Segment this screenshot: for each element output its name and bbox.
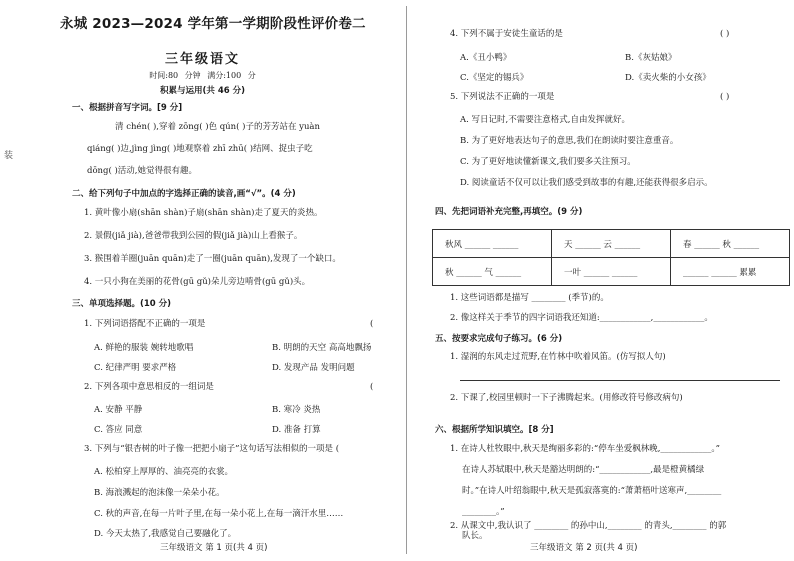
s6-q1-line-3: 时。”在诗人叶绍翁眼中,秋天是孤寂落寞的:“萧萧梧叶送寒声,________ — [462, 486, 722, 496]
s6-q2-line-1: 2. 从课文中,我认识了 ________ 的孙中山,________ 的青头,________ 的郭 — [450, 521, 727, 531]
s1-line-3: dōng( )活动,她觉得很有趣。 — [87, 166, 198, 176]
s3-q5-option-c[interactable]: C. 为了更好地读懂新课文,我们要多关注预习。 — [460, 157, 636, 167]
s1-line-1: 清 chén( ),穿着 zōng( )色 qún( )子的芳芳站在 yuàn — [115, 122, 320, 132]
s3-q4-option-a[interactable]: A.《丑小鸭》 — [460, 53, 512, 63]
s3-q3-option-a[interactable]: A. 松柏穿上厚厚的、油亮亮的衣裳。 — [94, 467, 234, 477]
word-completion-table — [432, 229, 790, 286]
s4-question-2: 2. 像这样关于季节的四字词语我还知道:____________,____________。 — [450, 313, 713, 323]
s2-question-1: 1. 黄叶像小扇(shān shàn)子扇(shān shàn)走了夏天的炎热。 — [84, 208, 323, 218]
section-2-heading: 二、给下列句子中加点的字选择正确的读音,画“√”。(4 分) — [72, 189, 296, 199]
s3-q2-option-c[interactable]: C. 答应 同意 — [94, 425, 143, 435]
s3-q2-option-a[interactable]: A. 安静 平静 — [94, 405, 143, 415]
s3-q5-option-a[interactable]: A. 写日记时,不需要注意格式,自由发挥就好。 — [460, 115, 630, 125]
page-1-footer: 三年级语文 第 1 页(共 4 页) — [160, 543, 268, 553]
section-4-heading: 四、先把词语补充完整,再填空。(9 分) — [435, 207, 583, 217]
s5-question-1: 1. 湿润的东风走过荒野,在竹林中吹着风笛。(仿写拟人句) — [450, 352, 666, 362]
s5-question-2: 2. 下课了,校园里顿时一下子沸腾起来。(用修改符号修改病句) — [450, 393, 683, 403]
part-heading: 积累与运用(共 46 分) — [159, 86, 246, 96]
binding-mark: 装 — [4, 151, 14, 161]
s3-q1-answer-paren[interactable]: ( — [370, 319, 374, 329]
s3-question-3: 3. 下列与“银杏树的叶子像一把把小扇子”这句话写法相似的一项是 ( — [84, 444, 340, 454]
s3-q1-option-d[interactable]: D. 发现产品 发明问题 — [272, 363, 355, 373]
s3-question-4: 4. 下列不属于安徒生童话的是 — [450, 29, 563, 39]
s3-q3-option-b[interactable]: B. 海浪溅起的泡沫像一朵朵小花。 — [94, 488, 225, 498]
s3-q5-answer-paren[interactable]: ( ) — [720, 92, 730, 102]
page-2-footer: 三年级语文 第 2 页(共 4 页) — [530, 543, 638, 553]
page-divider — [406, 6, 407, 554]
word-cell-1-2[interactable]: 天 ______ 云 ______ — [552, 230, 671, 258]
section-5-heading: 五、按要求完成句子练习。(6 分) — [435, 334, 563, 344]
s6-q1-line-4: ________。” — [462, 507, 505, 517]
s2-question-4: 4. 一只小狗在美丽的花骨(gū gǔ)朵儿旁边啃骨(gū gǔ)头。 — [84, 277, 311, 287]
s3-q1-option-c[interactable]: C. 纪律严明 要求严格 — [94, 363, 177, 373]
s3-q1-option-a[interactable]: A. 鲜艳的服装 婉转地歌唱 — [94, 343, 194, 353]
word-cell-2-1[interactable]: 秋 ______ 气 ______ — [433, 258, 552, 286]
s3-q2-option-b[interactable]: B. 寒冷 炎热 — [272, 405, 321, 415]
word-cell-1-3[interactable]: 春 ______ 秋 ______ — [671, 230, 790, 258]
s6-q1-line-1: 1. 在诗人杜牧眼中,秋天是绚丽多彩的:“停车坐爱枫林晚,____________。” — [450, 444, 721, 454]
section-3-heading: 三、单项选择题。(10 分) — [72, 299, 172, 309]
s4-question-1: 1. 这些词语都是描写 ________ (季节)的。 — [450, 293, 609, 303]
s3-q4-option-b[interactable]: B.《灰姑娘》 — [625, 53, 677, 63]
exam-title: 永城 2023—2024 学年第一学期阶段性评价卷二 — [60, 16, 366, 32]
s3-question-5: 5. 下列说法不正确的一项是 — [450, 92, 555, 102]
s3-q4-option-d[interactable]: D.《卖火柴的小女孩》 — [625, 73, 711, 83]
word-cell-2-3[interactable]: ______ ______ 累累 — [671, 258, 790, 286]
section-1-heading: 一、根据拼音写字词。[9 分] — [72, 103, 183, 113]
s6-q1-line-2: 在诗人苏轼眼中,秋天是豁达明朗的:“____________,最是橙黄橘绿 — [462, 465, 705, 475]
exam-subtitle: 三年级语文 — [164, 52, 240, 67]
s1-line-2: qiáng( )边,jìng jìng( )地观察着 zhī zhū( )结网、捉虫子吃 — [87, 144, 313, 154]
s3-q2-answer-paren[interactable]: ( — [370, 382, 374, 392]
section-6-heading: 六、根据所学知识填空。[8 分] — [435, 425, 554, 435]
word-cell-1-1[interactable]: 秋风 ______ ______ — [433, 230, 552, 258]
s3-q4-option-c[interactable]: C.《坚定的锡兵》 — [460, 73, 529, 83]
s3-q1-option-b[interactable]: B. 明朗的天空 高高地飘扬 — [272, 343, 372, 353]
s3-q3-option-d[interactable]: D. 今天太热了,我感觉自己要融化了。 — [94, 529, 237, 539]
s5-q1-answer-line[interactable] — [460, 380, 780, 381]
s3-question-1: 1. 下列词语搭配不正确的一项是 — [84, 319, 206, 329]
s3-question-2: 2. 下列各项中意思相反的一组词是 — [84, 382, 214, 392]
exam-meta: 时间:80 分钟 满分:100 分 — [149, 71, 256, 80]
s6-q2-line-2: 队长。 — [462, 531, 488, 541]
s2-question-2: 2. 景假(jiǎ jià),爸爸带我到公园的假(jiǎ jià)山上看猴子。 — [84, 231, 303, 241]
s2-question-3: 3. 猴围着羊圈(juān quān)走了一圈(juān quān),发现了一个缺口。 — [84, 254, 341, 264]
s3-q5-option-d[interactable]: D. 阅读童话不仅可以让我们感受到故事的有趣,还能获得很多启示。 — [460, 178, 713, 188]
s3-q5-option-b[interactable]: B. 为了更好地表达句子的意思,我们在朗读时要注意重音。 — [460, 136, 679, 146]
word-cell-2-2[interactable]: 一叶 ______ ______ — [552, 258, 671, 286]
s3-q3-option-c[interactable]: C. 秋的声音,在每一片叶子里,在每一朵小花上,在每一滴汗水里…… — [94, 509, 344, 519]
s3-q4-answer-paren[interactable]: ( ) — [720, 29, 730, 39]
s3-q2-option-d[interactable]: D. 准备 打算 — [272, 425, 321, 435]
